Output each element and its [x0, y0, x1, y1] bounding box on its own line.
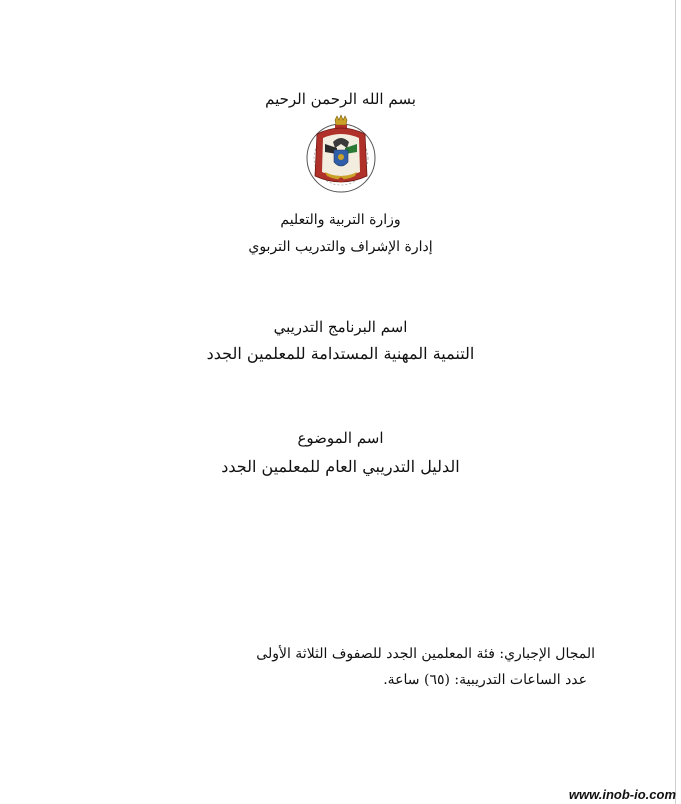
topic-name: الدليل التدريبي العام للمعلمين الجدد	[221, 457, 460, 476]
jordan-royal-coat-of-arms-icon	[299, 114, 383, 196]
topic-label: اسم الموضوع	[297, 429, 384, 447]
mandatory-field-line: المجال الإجباري: فئة المعلمين الجدد للصفوف الثلاثة الأولى	[256, 646, 595, 662]
program-name: التنمية المهنية المستدامة للمعلمين الجدد	[206, 344, 475, 363]
program-label: اسم البرنامج التدريبي	[273, 318, 408, 336]
training-hours-line: عدد الساعات التدريبية: (٦٥) ساعة.	[383, 672, 587, 688]
basmala: بسم الله الرحمن الرحيم	[265, 90, 416, 108]
watermark: www.inob-io.com	[568, 787, 676, 802]
ministry-name: وزارة التربية والتعليم	[280, 212, 401, 228]
department-name: إدارة الإشراف والتدريب التربوي	[248, 239, 433, 255]
